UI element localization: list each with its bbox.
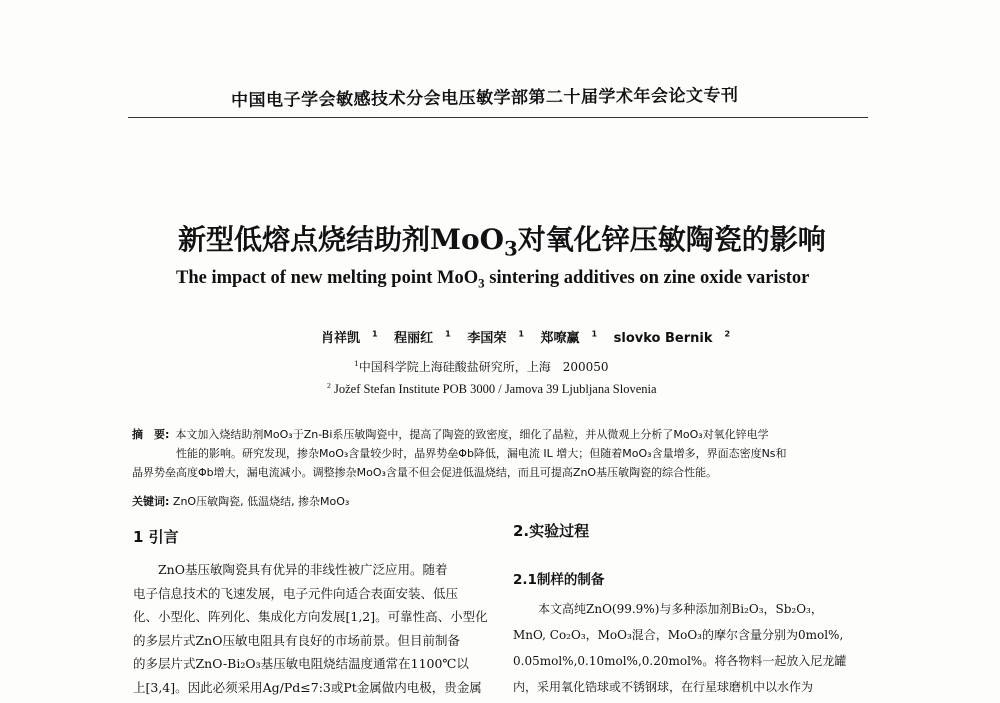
body-line: 0.05mol%,0.10mol%,0.20mol%。将各物料一起放入尼龙罐: [513, 654, 847, 668]
author: 程丽红 $^1$: [394, 329, 451, 346]
affiliation-1: $^1$中国科学院上海硅酸盐研究所，上海 200050: [354, 359, 609, 374]
section-2-heading: 2.实验过程: [513, 522, 590, 540]
body-line: 电子信息技术的飞速发展，电子元件向适合表面安装、低压: [133, 585, 459, 601]
author: slovko Bernik $^2$: [613, 329, 731, 346]
body-line: 化、小型化、阵列化、集成化方向发展[1,2]。可靠性高、小型化: [133, 609, 488, 624]
abstract-line: 晶界势垒高度Φb增大，漏电流减小。调整掺杂MoO₃含量不但会促进低温烧结，而且可提高ZnO基压敏陶瓷的综合性能。: [132, 466, 718, 479]
body-line: MnO, Co₂O₃，MoO₃混合，MoO₃的摩尔含量分别为0mol%,: [513, 628, 844, 642]
abstract-line: 摘 要: 本文加入烧结助剂MoO₃于Zn-Bi系压敏陶瓷中，提高了陶瓷的致密度，细化了晶粒，并从微观上分析了MoO₃对氧化锌电学: [132, 428, 769, 441]
author: 肖祥凯 $^1$: [321, 329, 378, 346]
section-2-1-body: [513, 596, 875, 700]
body-line: 的多层片式ZnO压敏电阻具有良好的市场前景。但目前制备: [133, 632, 460, 648]
body-line: 本文高纯ZnO(99.9%)与多种添加剂Bi₂O₃，Sb₂O₃，: [538, 602, 823, 616]
journal-header: 中国电子学会敏感技术分会电压敏学部第二十届学术年会论文专刊: [230, 85, 739, 111]
abstract: [132, 425, 872, 482]
body-line: 上[3,4]。因此必须采用Ag/Pd≤7:3或Pt金属做内电极，贵金属: [133, 679, 482, 695]
abstract-label: 摘 要:: [132, 428, 170, 441]
keywords: 关键词: ZnO压敏陶瓷, 低温烧结, 掺杂MoO₃: [132, 495, 350, 508]
section-1-heading: 1 引言: [133, 528, 179, 546]
title-chinese: 新型低熔点烧结助剂MoO$_3$对氧化锌压敏陶瓷的影响: [178, 223, 826, 261]
affiliation-2: $^2$ Jožef Stefan Institute POB 3000 / Jamova 39 Ljubljana Slovenia: [327, 380, 657, 396]
section-1-body: [133, 558, 495, 699]
title-english: The impact of new melting point MoO$_3$ sintering additives on zine oxide varistor: [176, 268, 810, 291]
body-line: 的多层片式ZnO-Bi₂O₃基压敏电阻烧结温度通常在1100℃以: [133, 656, 469, 671]
body-line: ZnO基压敏陶瓷具有优异的非线性被广泛应用。随着: [158, 562, 448, 577]
body-line: 内，采用氧化锆球或不锈钢球，在行星球磨机中以水作为: [513, 680, 814, 694]
header-rule: [128, 117, 868, 118]
section-2-1-heading: 2.1制样的制备: [513, 572, 605, 588]
abstract-line: 性能的影响。研究发现，掺杂MoO₃含量较少时，晶界势垒Φb降低，漏电流 IL 增大；但随着MoO₃含量增多，界面态密度Ns和: [176, 447, 787, 460]
author-list: [321, 327, 742, 346]
author: 李国荣 $^1$: [467, 329, 524, 346]
keywords-label: 关键词:: [132, 495, 170, 508]
author: 郑嘹赢 $^1$: [540, 329, 598, 346]
